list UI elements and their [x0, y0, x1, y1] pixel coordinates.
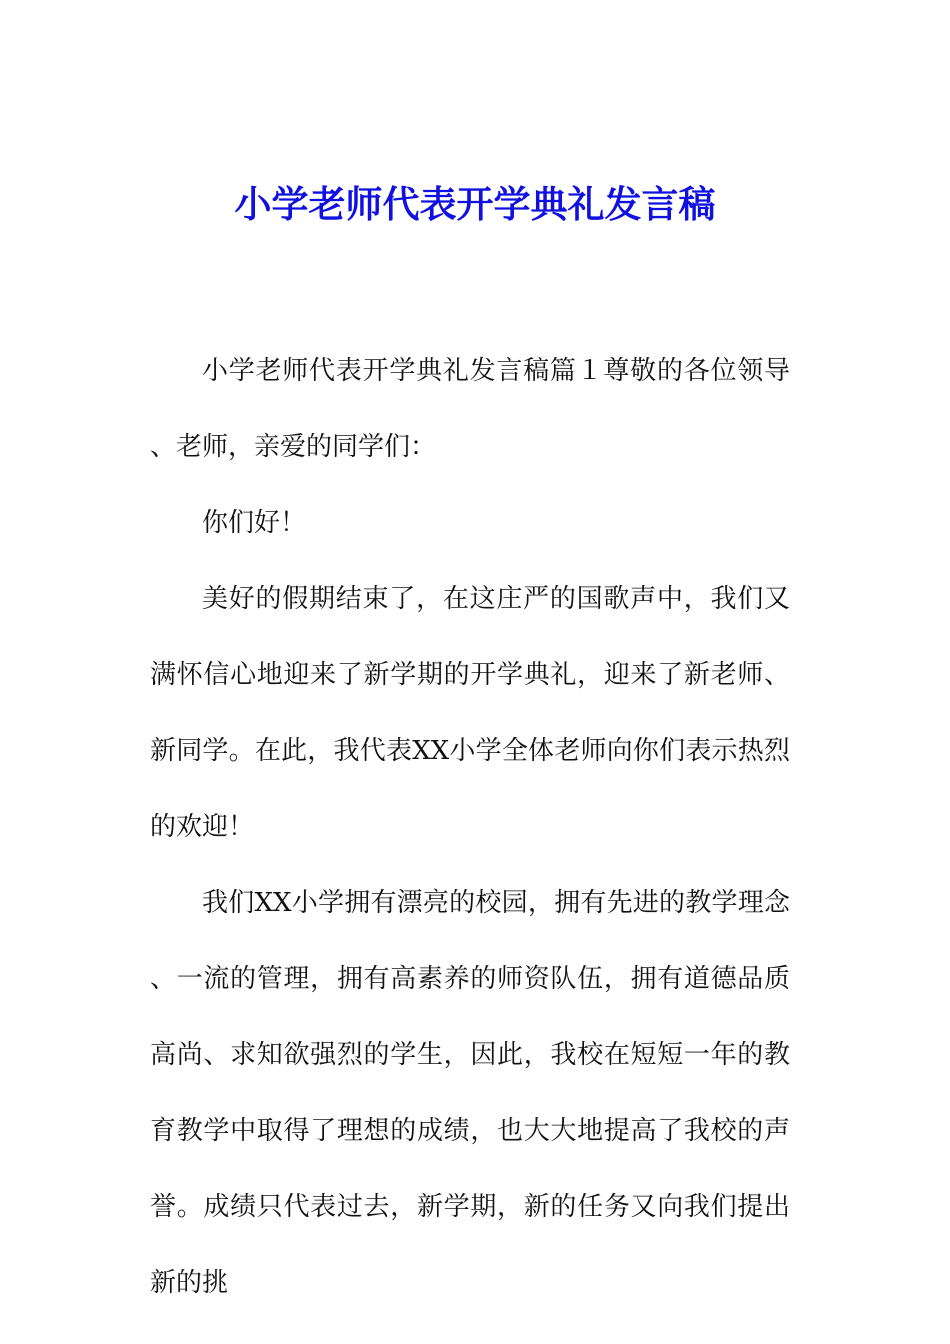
paragraph-hello: 你们好！: [202, 508, 307, 538]
paragraph-greeting: 小学老师代表开学典礼发言稿篇１尊敬的各位领导、老师，亲爱的同学们：: [150, 356, 790, 462]
paragraph-school-intro: 我们XX小学拥有漂亮的校园，拥有先进的教学理念、一流的管理，拥有高素养的师资队伍，拥有道德品质高尚、求知欲强烈的学生，因此，我校在短短一年的教育教学中取得了理想的成绩，也大大地提高了我校的声誉。成绩只代表过去，新学期，新的任务又向我们提出新的挑: [150, 888, 790, 1298]
document-title: 小学老师代表开学典礼发言稿: [234, 182, 716, 226]
paragraph-welcome: 美好的假期结束了，在这庄严的国歌声中，我们又满怀信心地迎来了新学期的开学典礼，迎来了新老师、新同学。在此，我代表XX小学全体老师向你们表示热烈的欢迎！: [150, 584, 790, 842]
document-body: [150, 333, 790, 1321]
